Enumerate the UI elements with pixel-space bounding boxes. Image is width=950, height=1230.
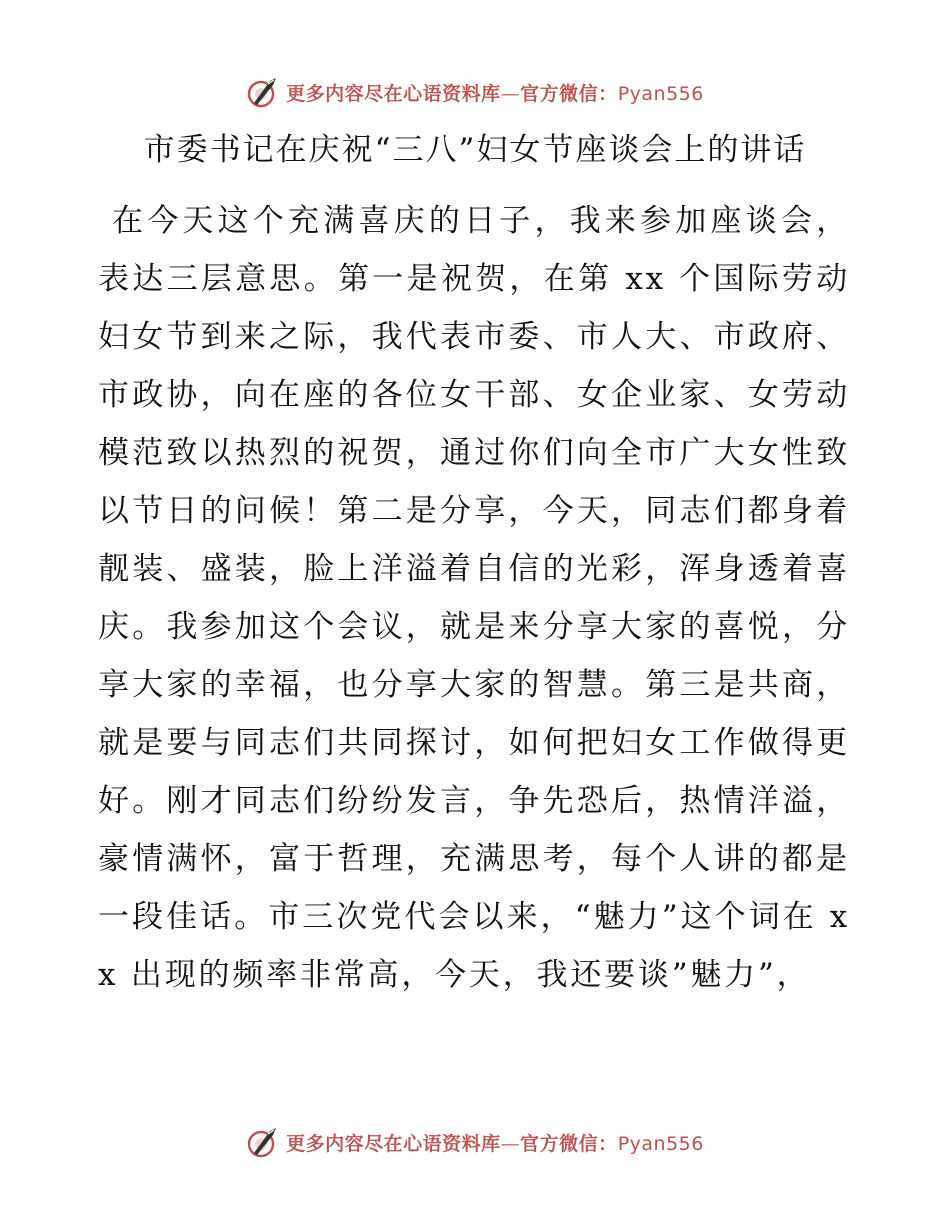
banner-lead: 更多内容尽在心语资料库 (286, 82, 501, 105)
banner-text (286, 1129, 704, 1156)
banner-dash: — (500, 82, 521, 105)
document-paragraph: 在今天这个充满喜庆的日子，我来参加座谈会，表达三层意思。第一是祝贺，在第 xx 个国际劳动妇女节到来之际，我代表市委、市人大、市政府、市政协，向在座的各位女干部、女企业家、女劳动模范致以热烈的祝贺，通过你们向全市广大女性致以节日的问候！第二是分享，今天，同志们都身着靓装、盛装，脸上洋溢着自信的光彩，浑身透着喜庆。我参加这个会议，就是来分享大家的喜悦，分享大家的幸福，也分享大家的智慧。第三是共商，就是要与同志们共同探讨，如何把妇女工作做得更好。刚才同志们纷纷发言，争先恐后，热情洋溢，豪情满怀，富于哲理，充满思考，每个人讲的都是一段佳话。市三次党代会以来，“魅力”这个词在 xx 出现的频率非常高，今天，我还要谈”魅力”， (98, 203, 850, 993)
footer-banner (0, 1122, 950, 1162)
banner-wechat-id: Pyan556 (617, 1132, 704, 1155)
banner-lead: 更多内容尽在心语资料库 (286, 1132, 501, 1155)
quill-logo-icon (246, 75, 280, 109)
banner-wechat-id: Pyan556 (617, 82, 704, 105)
header-banner (0, 72, 950, 112)
banner-dash: — (500, 1132, 521, 1155)
banner-text (286, 79, 704, 106)
quill-logo-icon (246, 1125, 280, 1159)
banner-wechat-label: 官方微信： (520, 82, 618, 105)
document-title: 市委书记在庆祝“三八”妇女节座谈会上的讲话 (143, 132, 807, 168)
banner-wechat-label: 官方微信： (520, 1132, 618, 1155)
